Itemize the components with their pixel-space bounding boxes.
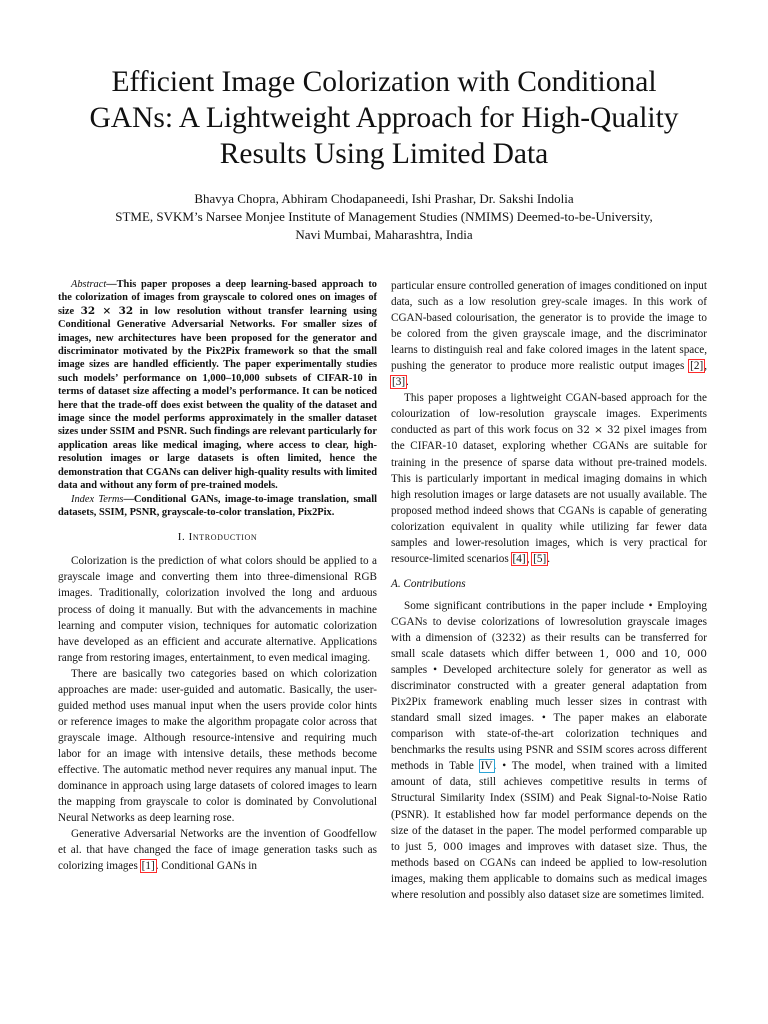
abstract-text-a: This paper proposes a deep learning-based approach to the colorization of images from grayscale to colored ones on images of size [58, 279, 377, 317]
abstract-dash: — [106, 279, 117, 290]
title-line-2: GANs: A Lightweight Approach for High-Quality [89, 102, 679, 134]
citation-link-4[interactable]: [4] [512, 552, 526, 565]
intro-paragraph-3 [58, 826, 377, 874]
author-names: Bhavya Chopra, Abhiram Chodapaneedi, Ishi Prashar, Dr. Sakshi Indolia [194, 191, 574, 206]
citation-link-1[interactable]: [1] [141, 860, 155, 873]
contrib-math-3: 10, 000 [664, 648, 708, 661]
right-p1-text-a: particular ensure controlled generation of images conditioned on input data, such as a low resolution grey-scale images. In this work of CGAN-based colourisation, the generator is to provide the image to be colored from the given grayscale image, and the discriminator learns to distinguish real and fake colored images in the latent space, pushing the generator to produce more realistic output images [391, 280, 707, 373]
right-paragraph-1 [391, 278, 707, 390]
table-reference-link[interactable]: IV [480, 760, 493, 773]
index-terms-label: Index Terms [71, 493, 124, 505]
right-column [391, 278, 707, 903]
contrib-text-a: Some significant contributions in the paper include • Employing CGANs to devise colorizations of lowresolution grayscale images with a dimension of [391, 599, 707, 644]
right-p2-sep: , [526, 552, 533, 565]
contrib-math-4: 5, 000 [427, 840, 463, 853]
right-p2-text-b: pixel images from the CIFAR-10 dataset, exploring whether CGANs are suitable for training in the presence of sparse data without pre-trained models. This is particularly important in medical imaging domains in which high resolution images or large datasets are not usually available. The proposed method indeed shows that CGANs is capable of generating colorization equivalent in quality while utilizing far fewer data samples and lower-resolution images, which is very practical for resource-limited scenarios [391, 424, 707, 565]
contrib-text-d: . • The model, when trained with a limited amount of data, still achieves competitive results in terms of Structural Similarity Index (SSIM) and Peak Signal-to-Noise Ratio (PSNR). It established how far model performance depends on the size of the dataset in the paper. The model performed comparable up to just [391, 760, 707, 853]
intro-paragraph-2: There are basically two categories based on which colorization approaches are made: user-guided and automatic. Basically, the user-guided method uses manual input when the users provide color hints or reference images to make the algorithm propagate color across that grayscale image. Although resource-intensive and requiring much labor for an image with intensive details, these methods become effective. The automatic method never requires any manual input. The dominance in approach using large datasets of colored images to learn the mapping from grayscale to color is dominated by Convolutional Neural Networks as deep learning rose. [58, 667, 377, 825]
contributions-paragraph [391, 598, 707, 903]
section-heading-introduction [58, 529, 377, 545]
left-column [58, 278, 377, 874]
author-block [40, 190, 728, 244]
right-p1-end: . [406, 376, 409, 389]
contrib-text-e: images and improves with dataset size. Thus, the methods based on CGANs can indeed be applied to low-resolution images, making them applicable to domains such as medical images where resolution and possibly also dataset size are sometimes limited. [391, 840, 707, 901]
abstract-size-math: 32 × 32 [80, 304, 134, 317]
right-paragraph-2 [391, 390, 707, 567]
right-p2-math: 32 × 32 [576, 424, 621, 437]
intro-paragraph-1: Colorization is the prediction of what colors should be applied to a grayscale image and converting them into three-dimensional RGB images. Traditionally, colorization involved the long and arduous process of doing it manually. But with the advancements in machine learning and computer vision, techniques for automatic colorization have developed as an efficient and accurate alternative. Applications range from restoring images, entertainment, to even medical imaging. [58, 555, 377, 664]
right-p1-sep: , [704, 360, 707, 373]
affiliation-line-2: Navi Mumbai, Maharashtra, India [295, 227, 473, 242]
right-p2-end: . [547, 552, 551, 565]
abstract [58, 278, 377, 493]
contrib-math-2: 1, 000 [599, 648, 636, 661]
title-line-1: Efficient Image Colorization with Conditional [111, 66, 657, 98]
index-terms-dash: — [123, 493, 134, 505]
right-p2-text-a: This paper proposes a lightweight CGAN-based approach for the colourization of low-resolution grayscale images. Experiments conducted as part of this work focus on [391, 392, 707, 437]
index-terms [58, 493, 377, 520]
abstract-text-b: in low resolution without transfer learning using Conditional Generative Adversarial Networks. For smaller sizes of images, new architectures have been proposed for the generator and discriminator motivated by the Pix2Pix framework so that the small image sizes are handled efficiently. The paper experimentally studies such models’ performance on 1,000–10,000 subsets of CIFAR-10 in terms of dataset size affecting a model’s performance. It can be noticed here that the trade-off does exist between the quality of the dataset and image since the model performs approximately in the smaller dataset sizes under SSIM and PSNR. Such findings are relevant particularly for application areas like medical imaging, where access to clear, high-resolution images or large datasets is often limited, hence the demonstration that CGANs can deliver high-quality results with limited data and without any form of pre-trained models. [58, 305, 377, 492]
intro-p3-text-a: Generative Adversarial Networks are the invention of Goodfellow et al. that have changed the face of image generation tasks such as colorizing images [58, 828, 377, 873]
contrib-text-b: as their results can be transferred for small scale datasets which differ between [391, 631, 707, 661]
affiliation-line-1: STME, SVKM’s Narsee Monjee Institute of Management Studies (NMIMS) Deemed-to-be-University, [115, 209, 653, 224]
title-line-3: Results Using Limited Data [219, 138, 549, 170]
citation-link-3[interactable]: [3] [392, 376, 406, 389]
contrib-and: and [635, 648, 664, 661]
intro-p3-text-b: . Conditional GANs in [155, 860, 257, 873]
citation-link-5[interactable]: [5] [533, 552, 547, 565]
subsection-heading-contributions: A. Contributions [391, 577, 466, 590]
index-terms-text: Conditional GANs, image-to-image translation, small datasets, SSIM, PSNR, grayscale-to-color translation, Pix2Pix. [58, 493, 378, 518]
citation-link-2[interactable]: [2] [690, 360, 704, 373]
abstract-label: Abstract [71, 279, 107, 290]
contrib-math-1: (3232) [491, 631, 526, 644]
section-number: I. [177, 531, 186, 544]
contrib-text-c: samples • Developed architecture solely for generator as well as discriminator constructed with a greater general adaptation from Pix2Pix framework enabling much lesser sizes in contrast with standard small sized images. • The paper makes an elaborate comparison with state-of-the-art colorization techniques and benchmarks the results using PSNR and SSIM scores across different methods in Table [391, 664, 707, 773]
paper-title [40, 64, 728, 172]
section-title: Introduction [188, 531, 258, 544]
